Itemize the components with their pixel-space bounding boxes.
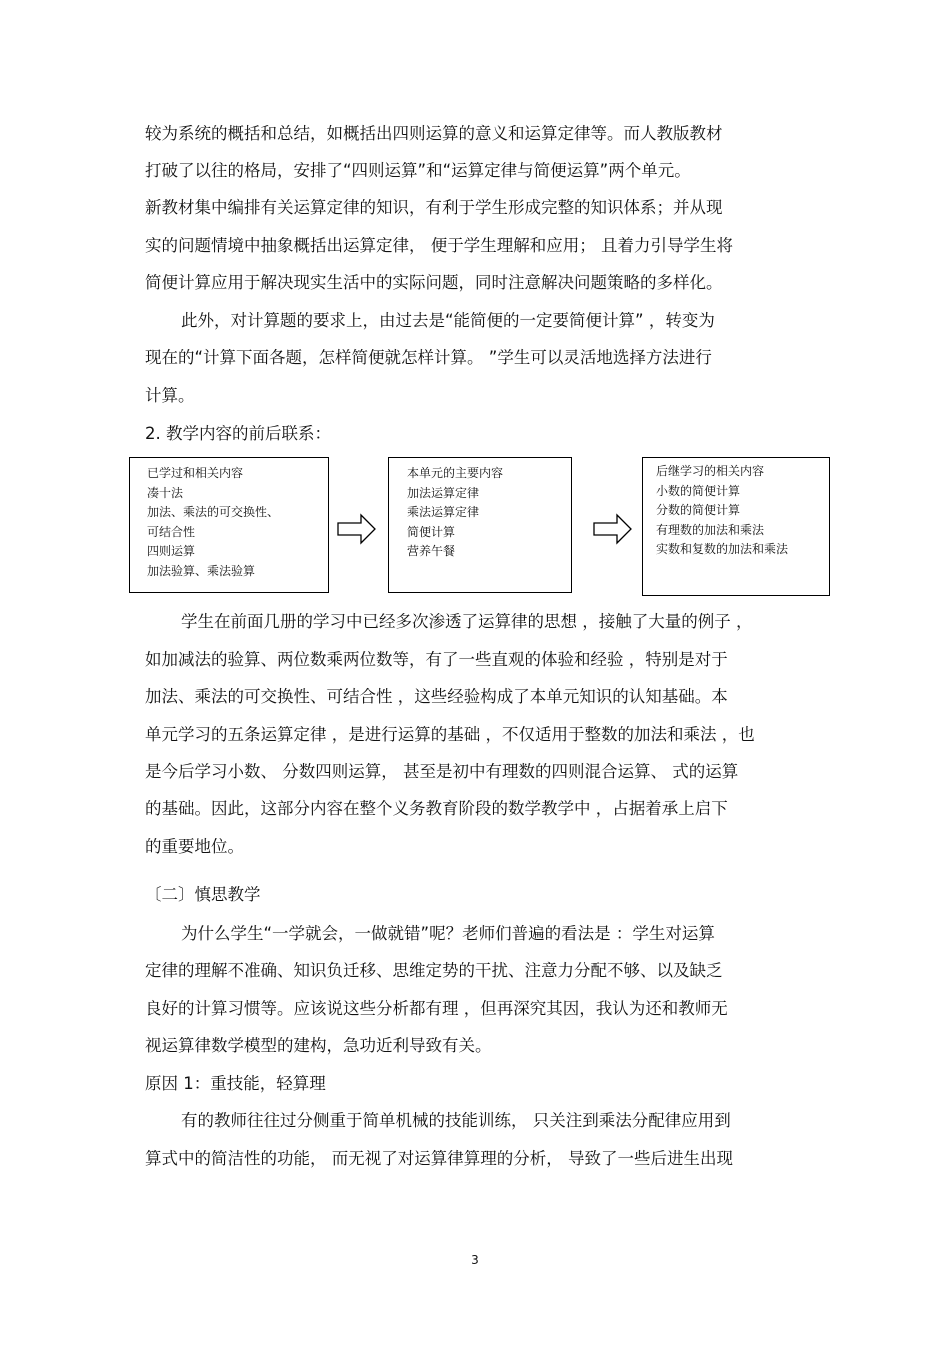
box-item: 营养午餐 [407, 544, 456, 558]
paragraph-line: 加法、乘法的可交换性、可结合性 ，这些经验构成了本单元知识的认知基础。本 [145, 687, 728, 706]
paragraph-line: 有的教师往往过分侧重于简单机械的技能训练， 只关注到乘法分配律应用到 [181, 1111, 731, 1130]
paragraph-line: 的重要地位。 [145, 837, 244, 856]
paragraph-line: 现在的“计算下面各题，怎样简便就怎样计算。 ”学生可以灵活地选择方法进行 [145, 348, 712, 367]
section-heading: 2. 教学内容的前后联系： [145, 424, 331, 443]
box-item: 小数的简便计算 [656, 483, 741, 498]
paragraph-line: 实的问题情境中抽象概括出运算定律， 便于学生理解和应用； 且着力引导学生将 [145, 236, 733, 255]
box-item: 简便计算 [407, 524, 456, 539]
paragraph-line: 新教材集中编排有关运算定律的知识，有利于学生形成完整的知识体系；并从现 [145, 198, 723, 217]
box-title: 已学过和相关内容 [147, 466, 244, 480]
paragraph-line: 计算。 [145, 386, 195, 405]
paragraph-line: 定律的理解不准确、知识负迁移、思维定势的干扰、注意力分配不够、以及缺乏 [145, 961, 723, 980]
page-number: 3 [471, 1253, 479, 1267]
box-item: 加法验算、乘法验算 [147, 563, 256, 578]
paragraph-line: 打破了以往的格局，安排了“四则运算”和“运算定律与简便运算”两个单元。 [145, 161, 691, 180]
box-item: 分数的简便计算 [656, 503, 741, 517]
arrow-right-icon [337, 513, 377, 545]
arrow-right-icon [593, 513, 633, 545]
section-title: 〔二〕慎思教学 [145, 885, 261, 904]
paragraph-line: 算式中的简洁性的功能， 而无视了对运算律算理的分析， 导致了一些后进生出现 [145, 1149, 733, 1168]
box-item: 凑十法 [147, 485, 184, 500]
box-item: 加法、乘法的可交换性、 [147, 505, 280, 519]
reason-heading: 原因 1：重技能，轻算理 [145, 1074, 326, 1093]
box-item: 可结合性 [147, 524, 196, 539]
follow-up-box [642, 457, 830, 596]
paragraph-line: 的基础。因此，这部分内容在整个义务教育阶段的数学教学中 ，占据着承上启下 [145, 799, 728, 818]
paragraph-line: 是今后学习小数、 分数四则运算， 甚至是初中有理数的四则混合运算、 式的运算 [145, 762, 739, 781]
paragraph-line: 视运算律数学模型的建构，急功近利导致有关。 [145, 1036, 492, 1055]
box-item: 四则运算 [147, 544, 196, 558]
box-item: 加法运算定律 [407, 485, 480, 500]
box-item: 有理数的加法和乘法 [656, 522, 765, 537]
paragraph-line: 如加减法的验算、两位数乘两位数等，有了一些直观的体验和经验 ，特别是对于 [145, 650, 728, 669]
paragraph-line: 良好的计算习惯等。应该说这些分析都有理 ，但再深究其因，我认为还和教师无 [145, 999, 728, 1018]
current-unit-box [388, 457, 572, 593]
prior-knowledge-box [129, 457, 329, 593]
paragraph-line: 单元学习的五条运算定律 ，是进行运算的基础 ，不仅适用于整数的加法和乘法 ，也 [145, 725, 755, 744]
paragraph-line: 简便计算应用于解决现实生活中的实际问题，同时注意解决问题策略的多样化。 [145, 273, 723, 292]
paragraph-line: 学生在前面几册的学习中已经多次渗透了运算律的思想 ，接触了大量的例子 ， [181, 612, 753, 631]
paragraph-line: 此外，对计算题的要求上，由过去是“能简便的一定要简便计算” ，转变为 [181, 311, 715, 330]
box-title: 本单元的主要内容 [407, 466, 504, 480]
box-item: 实数和复数的加法和乘法 [656, 542, 789, 556]
paragraph-line: 为什么学生“一学就会，一做就错”呢？老师们普遍的看法是 ：学生对运算 [181, 924, 715, 943]
box-title: 后继学习的相关内容 [656, 464, 765, 478]
paragraph-line: 较为系统的概括和总结，如概括出四则运算的意义和运算定律等。而人教版教材 [145, 124, 723, 143]
box-item: 乘法运算定律 [407, 505, 480, 519]
